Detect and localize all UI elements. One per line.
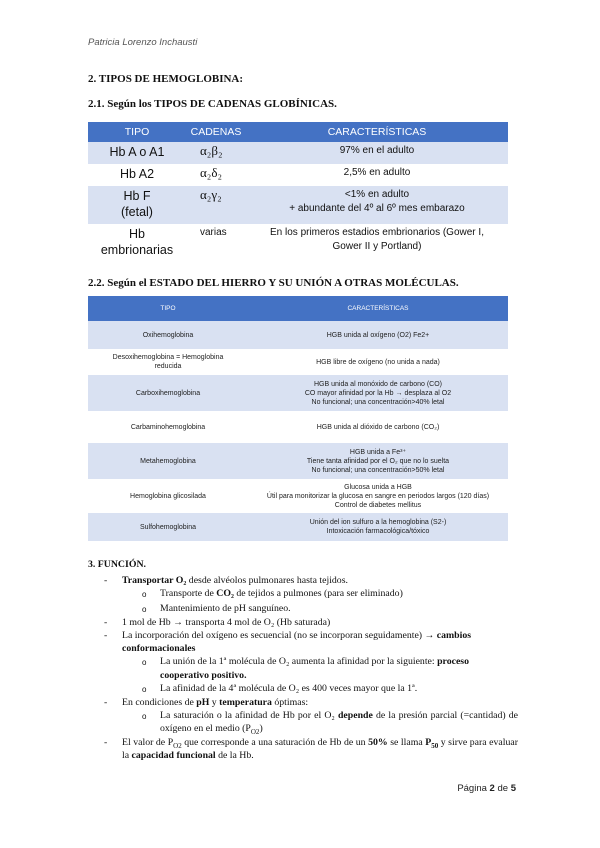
text: La afinidad de la 4ª molécula de O₂ es 400 veces mayor que la 1ª. <box>160 682 418 694</box>
bold-text: proceso cooperativo positivo. <box>160 656 470 681</box>
globin-chains-table <box>88 122 508 262</box>
bold-text: pH <box>196 697 210 709</box>
text: se llama <box>387 736 426 748</box>
text: y <box>209 697 220 709</box>
circle-bullet: o <box>142 684 147 694</box>
text: de la presión parcial (=cantidad) de oxígeno en el medio (P <box>160 710 519 735</box>
table-row <box>88 375 508 411</box>
table1-header-tipo: TIPO <box>88 122 186 142</box>
text: El valor de P <box>122 736 174 748</box>
list-item <box>88 655 518 681</box>
table-row <box>88 349 508 375</box>
table-cell: α₂β₂ <box>186 142 246 164</box>
table-cell: HGB unida al monóxido de carbono (CO) CO mayor afinidad por la Hb → desplaza al O2 No funcional; una concentración>40% letal <box>248 375 508 411</box>
bold-text: Transportar O₂ <box>122 575 187 587</box>
table-row <box>88 224 508 262</box>
subscript: O2 <box>250 728 260 737</box>
dash-bullet: - <box>104 736 108 748</box>
table-cell: HGB unida al dióxido de carbono (CO₂) <box>316 423 440 431</box>
circle-bullet: o <box>142 658 147 668</box>
list-item <box>88 696 518 709</box>
page-label: Página <box>457 783 490 794</box>
table-cell: Hb embrionarias <box>100 227 174 257</box>
table-row <box>88 443 508 479</box>
bold-text: P <box>425 736 432 748</box>
section-2-title: 2. TIPOS DE HEMOGLOBINA: <box>88 73 244 85</box>
dash-bullet: - <box>104 575 108 587</box>
text: Mantenimiento de pH sanguíneo. <box>160 602 291 614</box>
table1-header-caracteristicas: CARACTERÍSTICAS <box>246 122 508 142</box>
bold-text: depende <box>337 710 373 722</box>
table-row <box>88 411 508 443</box>
page-header-author: Patricia Lorenzo Inchausti <box>88 37 198 48</box>
table-cell: Carbaminohemoglobina <box>130 423 206 431</box>
list-item <box>88 616 518 629</box>
circle-bullet: o <box>142 604 147 614</box>
current-page: 2 <box>489 783 495 794</box>
table-cell: Desoxihemoglobina = Hemoglobina reducida <box>112 354 224 370</box>
text: ) <box>259 723 263 735</box>
text: La incorporación del oxígeno es secuencial (no se incorporan seguidamente) → <box>122 630 437 642</box>
text: 1 mol de Hb → transporta 4 mol de O₂ (Hb saturada) <box>122 616 331 628</box>
circle-bullet: o <box>142 712 147 722</box>
table-cell: 97% en el adulto <box>246 142 508 164</box>
table-cell: <1% en adulto + abundante del 4º al 6º mes embarazo <box>246 186 508 224</box>
text: La unión de la 1ª molécula de O₂ aumenta la afinidad por la siguiente: <box>160 656 438 668</box>
table2-header-caracteristicas: CARACTERÍSTICAS <box>248 296 508 321</box>
table-cell: α₂δ₂ <box>200 165 223 180</box>
table-cell: Glucosa unida a HGB Útil para monitorizar la glucosa en sangre en periodos largos (120 días) Control de diabetes mellitus <box>266 483 490 509</box>
section-3-body <box>88 558 518 762</box>
text: En condiciones de <box>122 697 197 709</box>
table-cell: 2,5% en adulto <box>343 167 411 178</box>
table2-header-tipo: TIPO <box>88 296 248 321</box>
table-cell: Oxihemoglobina <box>88 321 248 349</box>
section-3-title: 3. FUNCIÓN. <box>88 559 146 570</box>
list-item <box>88 602 518 616</box>
text: de la Hb. <box>215 749 254 761</box>
table-cell: HGB unida a Fe³⁺ Tiene tanta afinidad por el O₂ que no lo suelta No funcional; una concentración>50% letal <box>248 443 508 479</box>
table-cell: Hb F (fetal) <box>88 186 186 224</box>
text: que corresponde a una saturación de Hb de un <box>181 736 369 748</box>
iron-state-table <box>88 296 508 541</box>
table-cell: Sulfohemoglobina <box>88 513 248 541</box>
dash-bullet: - <box>104 616 108 628</box>
table-cell: Unión del ion sulfuro a la hemoglobina (S2-) Intoxicación farmacológica/tóxico <box>248 513 508 541</box>
total-pages: 5 <box>510 783 516 794</box>
dash-bullet: - <box>104 697 108 709</box>
table-cell: HGB unida al oxígeno (O2) Fe2+ <box>248 321 508 349</box>
table-cell: En los primeros estadios embrionarios (Gower I, Gower II y Portland) <box>270 227 484 252</box>
bold-text: CO₂ <box>216 588 234 600</box>
table-row <box>88 142 508 164</box>
table-row <box>88 513 508 541</box>
text: de tejidos a pulmones (para ser eliminado) <box>233 588 403 600</box>
table-row <box>88 321 508 349</box>
table-cell: Hemoglobina glicosilada <box>130 492 206 500</box>
text: óptimas: <box>271 697 309 709</box>
bold-text: temperatura <box>219 697 272 709</box>
dash-bullet: - <box>104 630 108 642</box>
list-item <box>88 587 518 601</box>
table-cell: Metahemoglobina <box>88 443 248 479</box>
table-cell: Hb A2 <box>119 167 155 181</box>
table-row <box>88 164 508 186</box>
circle-bullet: o <box>142 590 147 600</box>
page-sep: de <box>494 783 511 794</box>
text: La saturación o la afinidad de Hb por el O₂ <box>160 710 338 722</box>
table-cell: varias <box>200 227 227 238</box>
table-cell: Hb A o A1 <box>88 142 186 164</box>
table-cell: α₂γ₂ <box>186 186 246 224</box>
table1-header-cadenas: CADENAS <box>186 122 246 142</box>
list-item <box>88 736 518 762</box>
bold-text: cambios conformacionales <box>122 630 472 655</box>
text: desde alvéolos pulmonares hasta tejidos. <box>186 575 348 587</box>
list-item <box>88 574 518 587</box>
bold-text: capacidad funcional <box>131 749 216 761</box>
page-number <box>457 783 516 794</box>
subsection-2-1-title: 2.1. Según los TIPOS DE CADENAS GLOBÍNICAS. <box>88 98 337 110</box>
table-row <box>88 186 508 224</box>
bold-text: 50% <box>368 736 388 748</box>
table-row <box>88 479 508 513</box>
text: y sirve para evaluar la <box>122 736 518 761</box>
list-item <box>88 682 518 696</box>
list-item <box>88 709 518 735</box>
text: Transporte de <box>160 588 217 600</box>
subscript: 50 <box>431 741 439 750</box>
table-cell: Carboxihemoglobina <box>88 375 248 411</box>
subsection-2-2-title: 2.2. Según el ESTADO DEL HIERRO Y SU UNIÓN A OTRAS MOLÉCULAS. <box>88 277 459 289</box>
table-cell: HGB libre de oxígeno (no unida a nada) <box>316 358 440 366</box>
list-item <box>88 629 518 655</box>
subscript: O2 <box>173 741 182 750</box>
